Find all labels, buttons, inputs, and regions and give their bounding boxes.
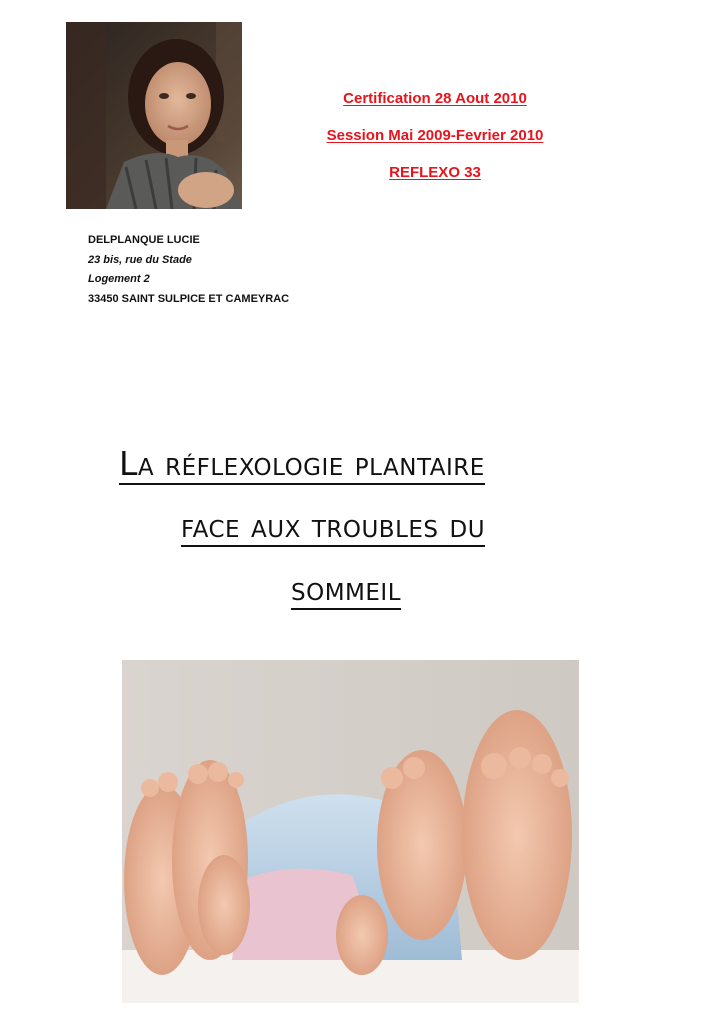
author-name: DELPLANQUE LUCIE [88,234,200,246]
feet-photo [122,660,579,1003]
address-street: 23 bis, rue du Stade [88,253,192,266]
address-logement: Logement 2 [88,273,150,285]
title-line-2: face aux troubles du [181,506,486,545]
session-dates: Session Mai 2009-Fevrier 2010 [326,127,544,144]
author-address [88,231,289,309]
certification-block [300,86,570,197]
title-line-1: La réflexologie plantaire [119,444,485,483]
certification-date: Certification 28 Aout 2010 [343,90,527,107]
reflexo-label: REFLEXO 33 [389,164,481,181]
title-line-3: sommeil [291,569,402,608]
author-photo [66,22,242,209]
address-city: 33450 SAINT SULPICE ET CAMEYRAC [88,292,290,305]
